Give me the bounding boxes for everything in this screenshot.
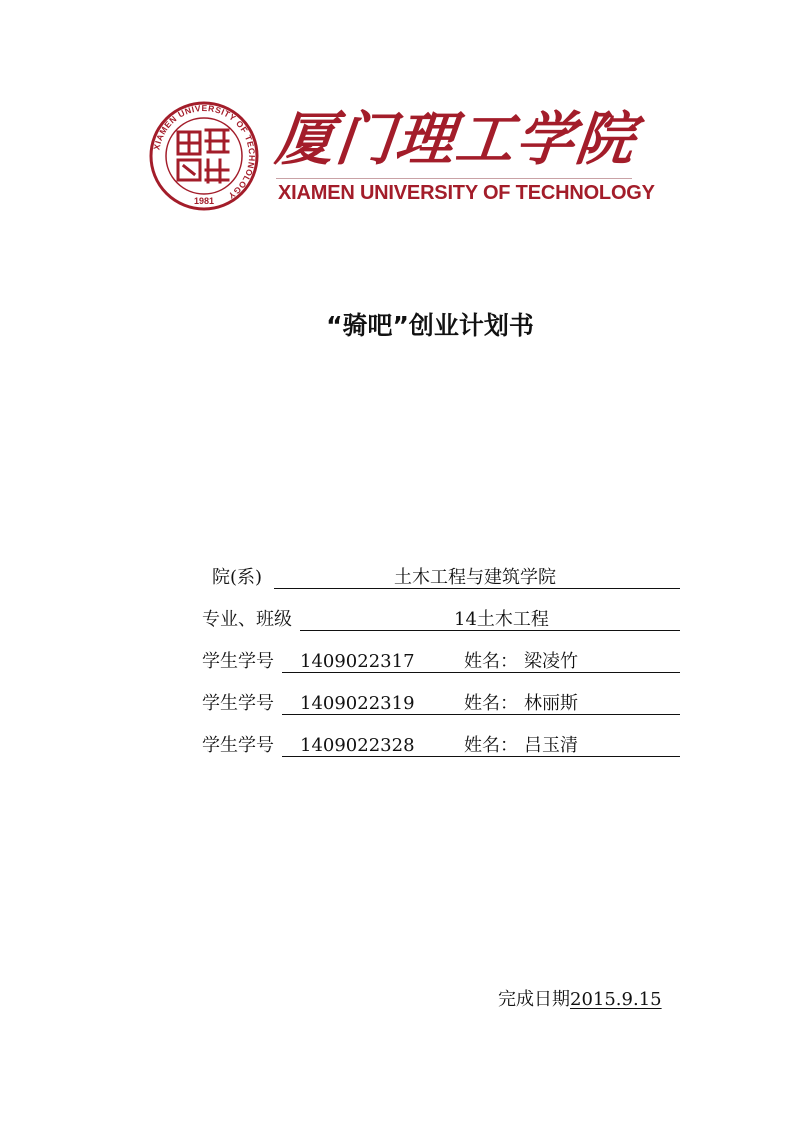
university-name-chinese: 厦门理工学院 [272, 105, 640, 173]
student-id-value: 1409022317 [300, 651, 415, 672]
student-id-label: 学生学号 [202, 651, 274, 672]
student-row [202, 731, 680, 761]
student-id-value: 1409022328 [300, 735, 415, 756]
department-field [212, 563, 680, 593]
completion-date-value: 2015.9.15 [570, 989, 662, 1010]
svg-text:1981: 1981 [193, 196, 215, 206]
student-name-label: 姓名： [464, 693, 518, 714]
major-class-value: 14土木工程 [454, 609, 549, 630]
university-seal-logo [148, 100, 260, 212]
department-value: 土木工程与建筑学院 [394, 567, 556, 588]
student-id-label: 学生学号 [202, 693, 274, 714]
major-class-label: 专业、班级 [202, 609, 292, 630]
student-id-label: 学生学号 [202, 735, 274, 756]
student-row [202, 689, 680, 719]
student-name-value: 吕玉清 [524, 735, 578, 756]
student-name-value: 梁凌竹 [524, 651, 578, 672]
document-title: “骑吧”创业计划书 [326, 311, 534, 340]
student-row [202, 647, 680, 677]
svg-text:XIAMEN UNIVERSITY OF TECHNOLOG: XIAMEN UNIVERSITY OF TECHNOLOGY [151, 102, 258, 202]
completion-date [498, 985, 662, 1015]
major-class-field [202, 605, 680, 635]
university-name-english: XIAMEN UNIVERSITY OF TECHNOLOGY [278, 182, 655, 204]
student-id-value: 1409022319 [300, 693, 415, 714]
student-name-label: 姓名： [464, 735, 518, 756]
department-label: 院(系) [212, 567, 263, 588]
header-divider [276, 178, 632, 179]
student-name-label: 姓名： [464, 651, 518, 672]
student-name-value: 林丽斯 [524, 693, 578, 714]
completion-date-label: 完成日期 [498, 989, 570, 1010]
